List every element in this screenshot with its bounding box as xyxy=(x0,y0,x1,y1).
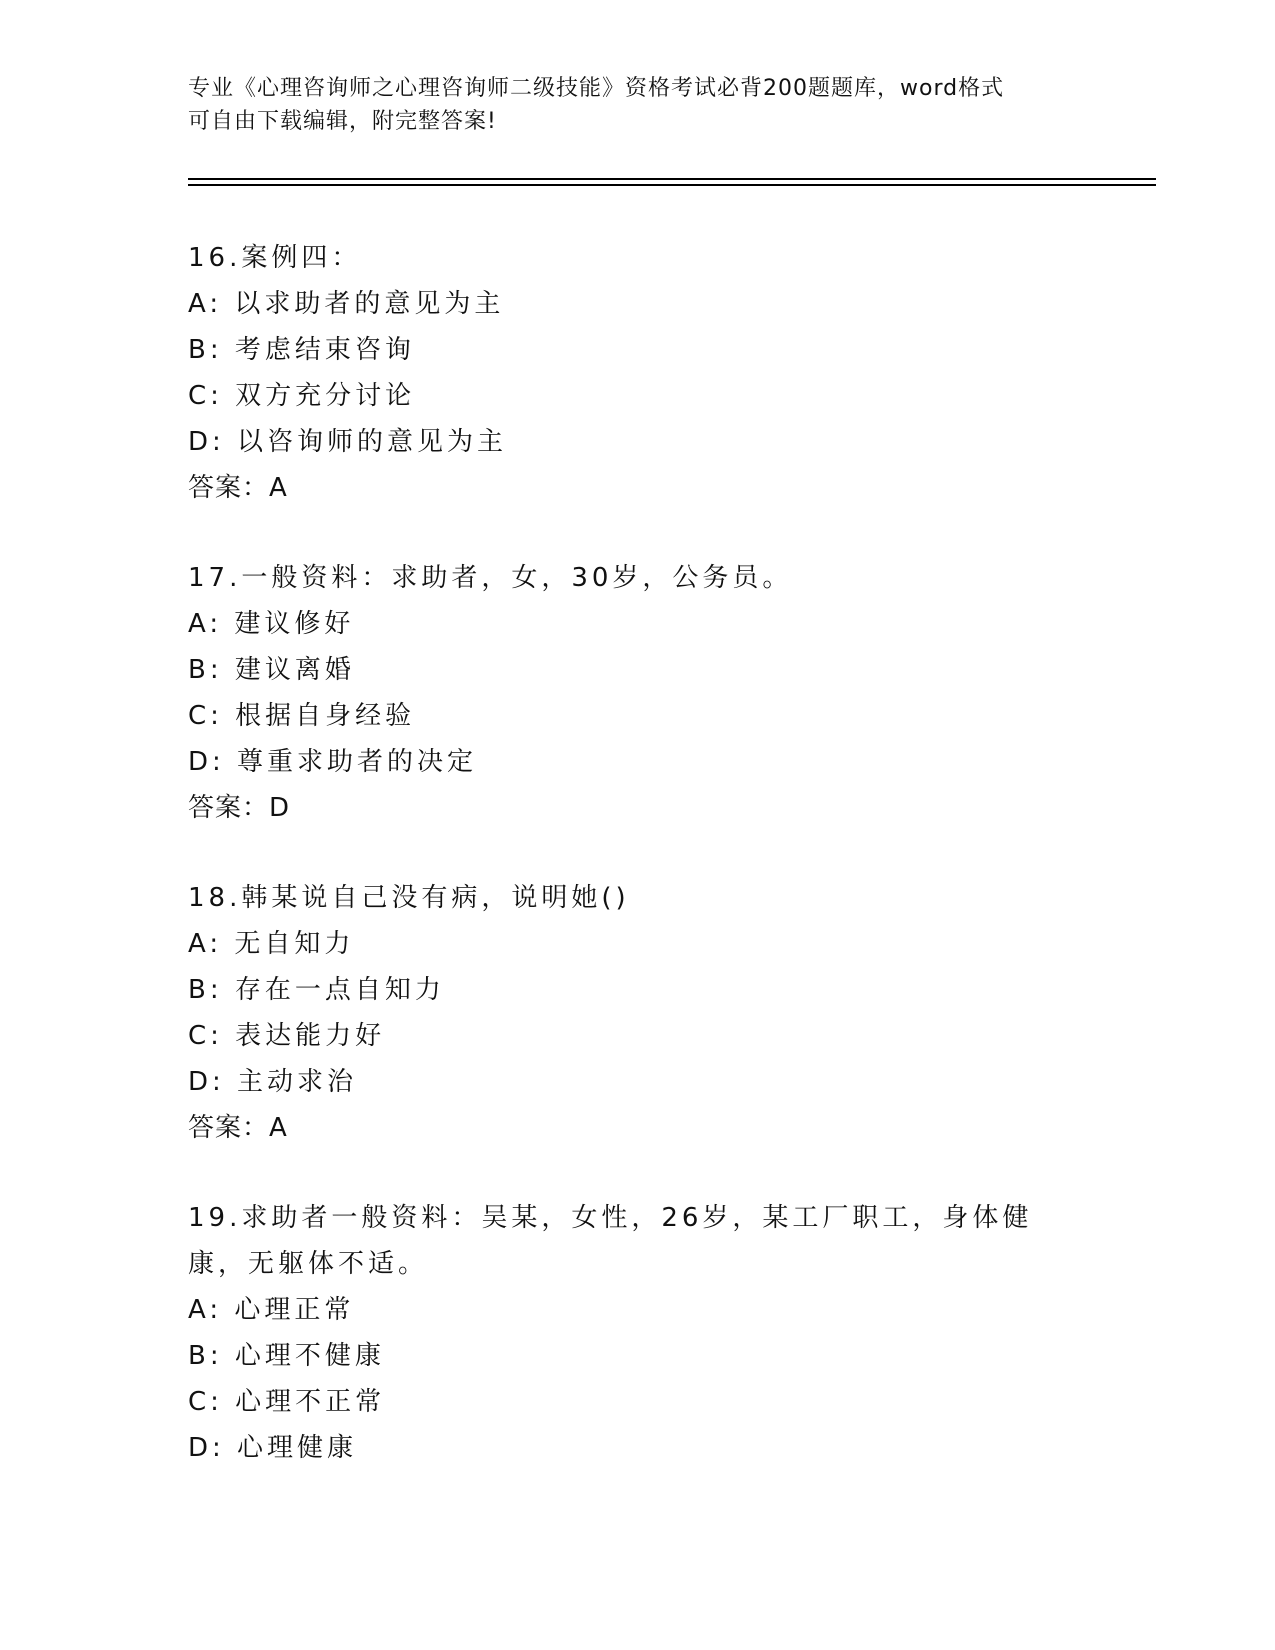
header-title-line-2: 可自由下载编辑，附完整答案! xyxy=(188,109,497,134)
option-d: D: 尊重求助者的决定 xyxy=(188,747,478,777)
option-b: B: 建议离婚 xyxy=(188,655,355,685)
option-c: C: 表达能力好 xyxy=(188,1021,386,1051)
option-b: B: 考虑结束咨询 xyxy=(188,335,415,365)
option-d: D: 主动求治 xyxy=(188,1067,358,1097)
answer-line: 答案：A xyxy=(188,1113,288,1143)
header-title-line-1: 专业《心理咨询师之心理咨询师二级技能》资格考试必背200题题库，word格式 xyxy=(188,76,1005,101)
header-divider-top xyxy=(188,178,1156,180)
question-stem: 16.案例四： xyxy=(188,243,362,273)
option-c: C: 双方充分讨论 xyxy=(188,381,416,411)
option-a: A: 心理正常 xyxy=(188,1295,355,1325)
option-c: C: 根据自身经验 xyxy=(188,701,416,731)
option-a: A: 无自知力 xyxy=(188,929,355,959)
document-header xyxy=(188,72,1088,138)
option-a: A: 以求助者的意见为主 xyxy=(188,289,505,319)
option-b: B: 存在一点自知力 xyxy=(188,975,445,1005)
option-d: D: 心理健康 xyxy=(188,1433,358,1463)
answer-line: 答案：A xyxy=(188,473,288,503)
option-d: D: 以咨询师的意见为主 xyxy=(188,427,508,457)
question-stem: 17.一般资料：求助者，女，30岁，公务员。 xyxy=(188,563,793,593)
question-17 xyxy=(188,555,1088,831)
question-stem: 18.韩某说自己没有病，说明她() xyxy=(188,883,630,913)
question-16 xyxy=(188,235,1088,511)
header-divider-bottom xyxy=(188,184,1156,186)
question-list xyxy=(188,235,1088,1515)
option-b: B: 心理不健康 xyxy=(188,1341,385,1371)
answer-line: 答案：D xyxy=(188,793,291,823)
option-c: C: 心理不正常 xyxy=(188,1387,386,1417)
option-a: A: 建议修好 xyxy=(188,609,355,639)
question-19 xyxy=(188,1195,1088,1471)
question-18 xyxy=(188,875,1088,1151)
question-stem: 19.求助者一般资料：吴某，女性，26岁，某工厂职工，身体健康，无躯体不适。 xyxy=(188,1203,1033,1279)
